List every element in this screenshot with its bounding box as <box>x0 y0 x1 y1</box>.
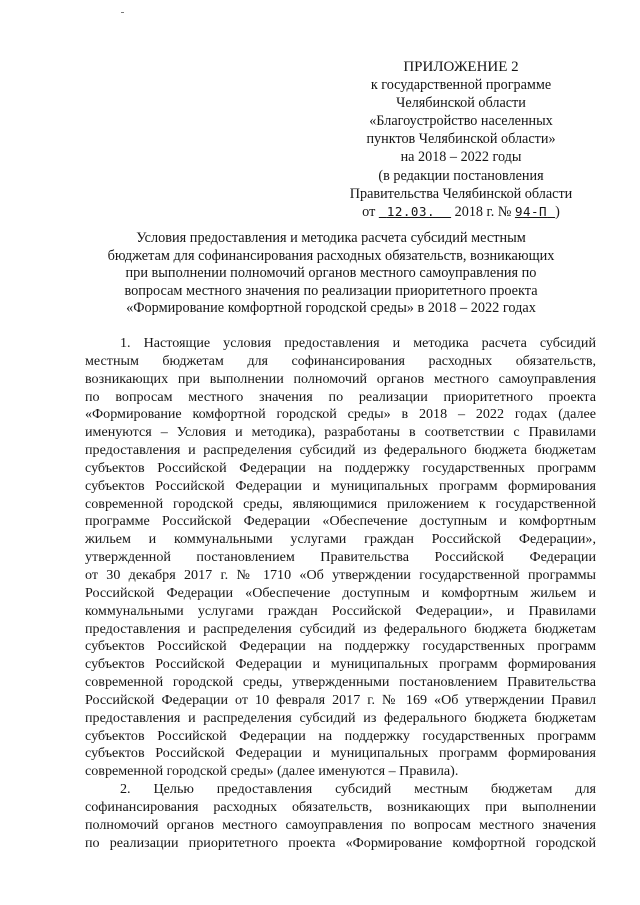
heading-line: бюджетам для софинансирования расходных обязательств, возникающих <box>107 247 555 264</box>
paragraph-1-line: современной городской среды» (далее именуются – Правила). <box>85 763 459 780</box>
paragraph-1-line: субъектов Российской Федерации на поддержку государственных программ <box>85 459 596 476</box>
paragraph-1-line: субъектов Российской Федерации и муниципальных программ формирования <box>85 745 596 762</box>
attachment-date-line: от 12.03. 2018 г. № 94-П ) <box>362 203 560 220</box>
heading-line: при выполнении полномочий органов местного самоуправления по <box>125 265 537 282</box>
paragraph-1-line: субъектов Российской Федерации на поддержку государственных программ <box>85 727 596 744</box>
paragraph-1-line: Российской Федерации «Обеспечение доступным и комфортным жильем и <box>85 584 596 601</box>
paragraph-1-line: 1. Настоящие условия предоставления и методика расчета субсидий <box>120 335 596 351</box>
paragraph-1-line: «Формирование комфортной городской среды» в 2018 – 2022 годах (далее <box>85 406 596 423</box>
document-body <box>85 335 596 852</box>
scan-speck <box>121 12 124 13</box>
paragraph-1-line: от 30 декабря 2017 г. № 1710 «Об утверждении государственной программы <box>85 566 596 583</box>
attachment-line: (в редакции постановления <box>378 167 544 184</box>
date-day: 12.03. <box>386 203 436 219</box>
paragraph-1-line: предоставления и распределения субсидий из федерального бюджета бюджетам <box>85 620 596 637</box>
attachment-title: ПРИЛОЖЕНИЕ 2 <box>403 59 519 75</box>
attachment-line: пунктов Челябинской области» <box>366 131 556 148</box>
paragraph-1-line: жильем и коммунальными услугами граждан Российской Федерации», <box>85 531 596 548</box>
doc-number: 94-П <box>514 203 548 219</box>
attachment-block <box>330 58 592 221</box>
date-year: 2018 г. № <box>454 203 512 220</box>
paragraph-1-line: предоставления и распределения субсидий из федерального бюджета бюджетам <box>85 442 596 459</box>
paragraph-1-line: субъектов Российской Федерации и муниципальных программ формирования <box>85 477 596 494</box>
paragraph-1-line: программе Российской Федерации «Обеспечение доступным и комфортным <box>85 513 596 530</box>
paragraph-1-line: возникающих при выполнении полномочий органов местного самоуправления <box>85 370 596 387</box>
document-heading <box>70 230 592 318</box>
paragraph-1-line: предоставления и распределения субсидий из федерального бюджета бюджетам <box>85 709 596 726</box>
paragraph-1-line: современной городской среды, утвержденными постановлением Правительства <box>85 674 596 691</box>
date-prefix: от <box>362 203 376 220</box>
paragraph-2-line: софинансирования расходных обязательств, возникающих при выполнении <box>85 798 596 815</box>
attachment-line: Челябинской области <box>396 95 526 112</box>
paragraph-1-line: современной городской среды, являющимися приложением к государственной <box>85 495 596 512</box>
paragraph-1-line: утвержденной постановлением Правительства Российской Федерации <box>85 549 596 566</box>
paragraph-1-line: Российской Федерации от 10 февраля 2017 г. № 169 «Об утверждении Правил <box>85 691 596 708</box>
paragraph-1-line: субъектов Российской Федерации и муниципальных программ формирования <box>85 656 596 673</box>
attachment-line: «Благоустройство населенных <box>369 113 553 130</box>
paragraph-2-line: полномочий органов местного самоуправления по вопросам местного значения <box>85 816 596 833</box>
attachment-line: Правительства Челябинской области <box>349 185 573 202</box>
paragraph-2-line: 2. Целью предоставления субсидий местным бюджетам для <box>120 781 596 798</box>
heading-line: «Формирование комфортной городской среды» в 2018 – 2022 годах <box>126 300 536 317</box>
paragraph-1-line: местным бюджетам для софинансирования расходных обязательств, <box>85 352 596 369</box>
paragraph-2-line: по реализации приоритетного проекта «Формирование комфортной городской <box>85 834 596 851</box>
paragraph-1-line: субъектов Российской Федерации на поддержку государственных программ <box>85 638 596 655</box>
paragraph-1-line: именуются – Условия и методика), разработаны в соответствии с Правилами <box>85 424 596 441</box>
attachment-line: на 2018 – 2022 годы <box>400 149 522 166</box>
paragraph-1-line: коммунальными услугами граждан Российской Федерации», и Правилами <box>85 602 596 619</box>
attachment-line: к государственной программе <box>370 77 552 94</box>
paragraph-1-line: по вопросам местного значения по реализации приоритетного проекта <box>85 388 596 405</box>
heading-line: вопросам местного значения по реализации приоритетного проекта <box>124 282 538 299</box>
heading-line: Условия предоставления и методика расчета субсидий местным <box>136 230 526 246</box>
